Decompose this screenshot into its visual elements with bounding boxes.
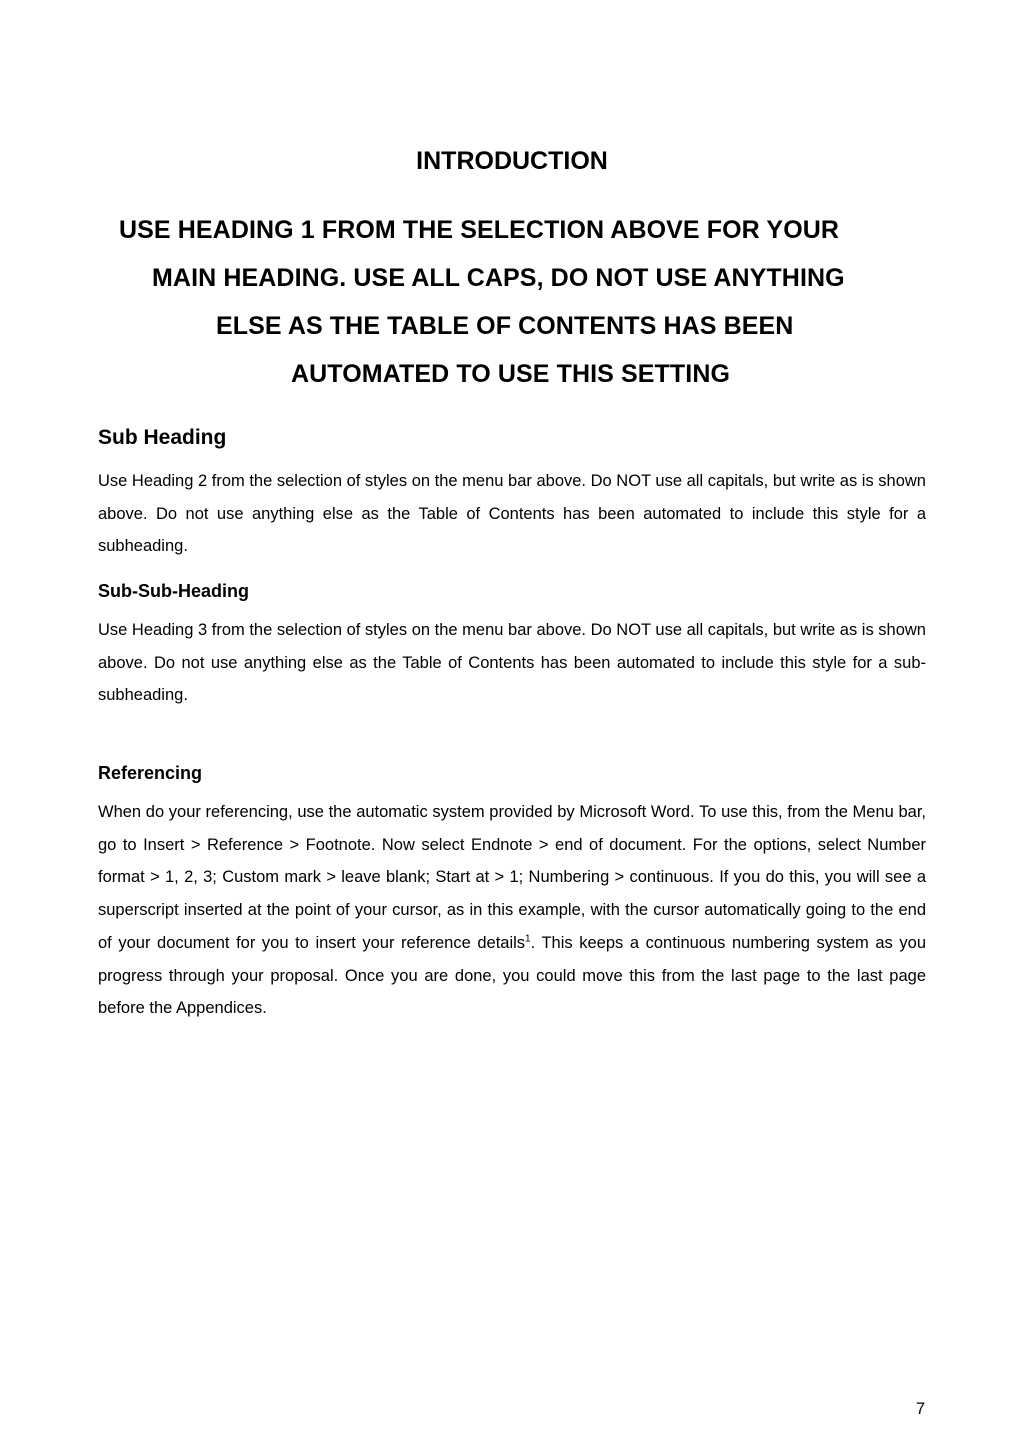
- referencing-title: Referencing: [98, 763, 203, 783]
- main-heading-line-2: MAIN HEADING. USE ALL CAPS, DO NOT USE ANYTHING: [152, 264, 845, 292]
- sub-heading-body: Use Heading 2 from the selection of styles on the menu bar above. Do NOT use all capitals, but write as is shown above. Do not use anything else as the Table of Contents has been automated to include this style for a subheading.: [98, 472, 926, 556]
- referencing-body: [98, 796, 926, 1025]
- referencing-body-part-2: . This keeps a continuous numbering system as you progress through your proposal. Once you are done, you could move this from the last page to the last page before the Appendices.: [98, 933, 926, 1018]
- sub-heading-title: Sub Heading: [98, 426, 227, 449]
- sub-sub-heading-title: Sub-Sub-Heading: [98, 581, 249, 601]
- main-heading-line-1: USE HEADING 1 FROM THE SELECTION ABOVE FOR YOUR: [119, 216, 840, 244]
- main-heading: [98, 206, 926, 398]
- main-heading-line-4: AUTOMATED TO USE THIS SETTING: [291, 360, 731, 388]
- page-number: 7: [915, 1400, 925, 1418]
- intro-title: INTRODUCTION: [416, 147, 608, 175]
- endnote-superscript: 1: [525, 933, 531, 945]
- main-heading-line-3: ELSE AS THE TABLE OF CONTENTS HAS BEEN: [216, 312, 794, 340]
- referencing-body-part-1: When do your referencing, use the automatic system provided by Microsoft Word. To use this, from the Menu bar, go to Insert > Reference > Footnote. Now select Endnote > end of document. For the options, select Number format > 1, 2, 3; Custom mark > leave blank; Start at > 1; Numbering > continuous. If you do this, you will see a superscript inserted at the point of your cursor, as in this example, with the cursor automatically going to the end of your document for you to insert your reference details: [98, 803, 926, 952]
- sub-sub-heading-body: Use Heading 3 from the selection of styles on the menu bar above. Do NOT use all capitals, but write as is shown above. Do not use anything else as the Table of Contents has been automated to include this style for a sub-subheading.: [98, 621, 926, 705]
